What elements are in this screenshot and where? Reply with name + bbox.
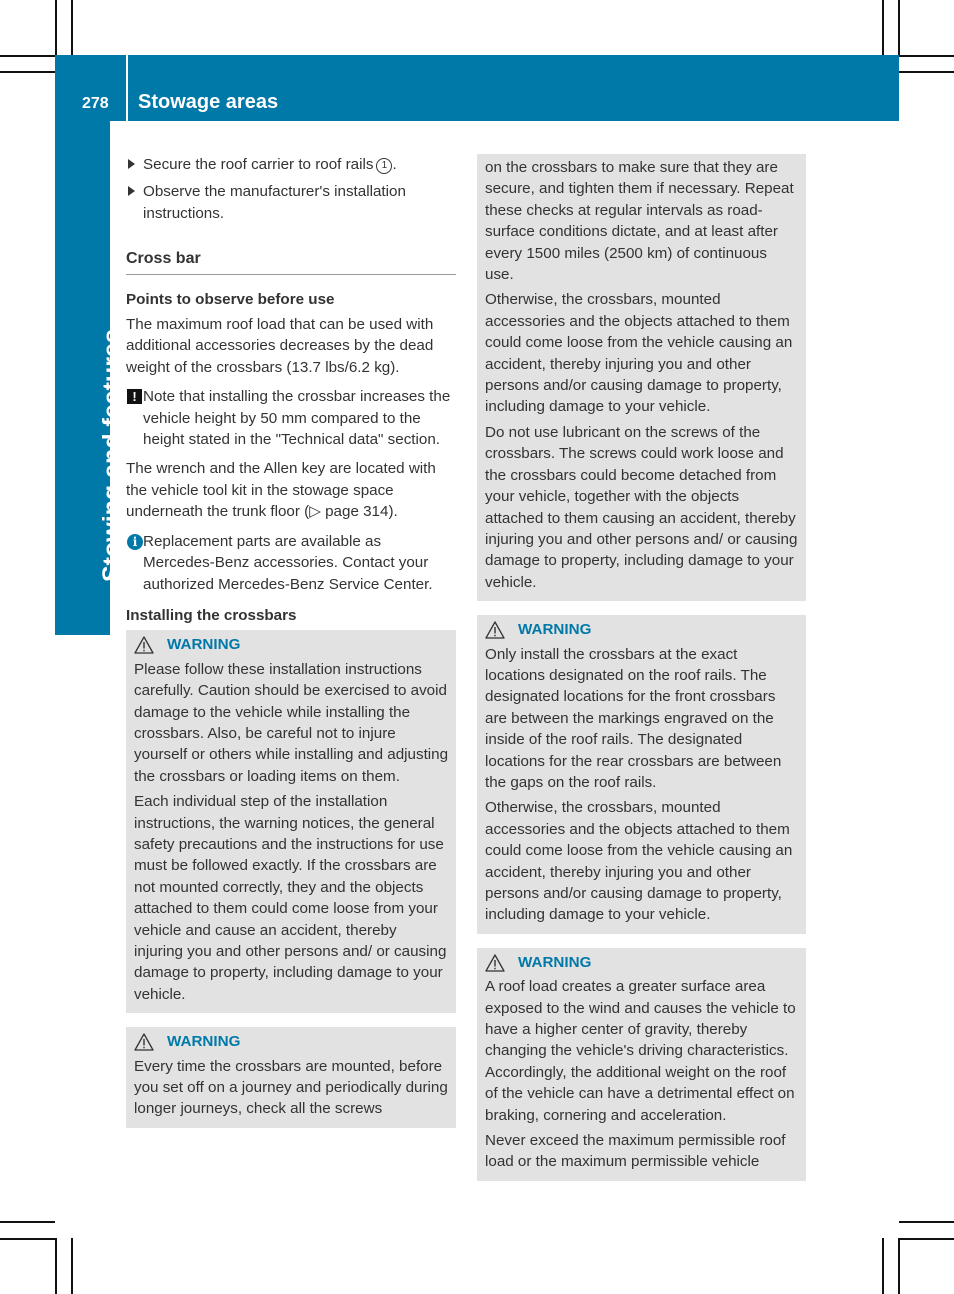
bullet-item — [126, 181, 456, 224]
crop-mark — [0, 71, 55, 73]
warning-box — [126, 630, 456, 1013]
warning-header — [134, 1031, 449, 1052]
exclamation-icon: ! — [127, 389, 142, 404]
header-divider — [126, 55, 128, 121]
warning-text: Otherwise, the crossbars, mounted accessories and the objects attached to them could come loose from the vehicle causing an accident, thereby injuring you and other persons and/or causing damage to property, including damage to your vehicle. — [485, 291, 793, 416]
bullet-item: Secure the roof carrier to roof rails 1 . — [126, 154, 456, 175]
warning-box — [126, 1027, 456, 1128]
warning-title: WARNING — [167, 1033, 241, 1051]
warning-triangle-icon — [485, 954, 505, 972]
bullet-text: Observe the manufacturer's installation instructions. — [143, 183, 406, 222]
crop-mark — [0, 55, 55, 57]
note-excl — [126, 386, 456, 450]
subheading: Installing the crossbars — [126, 606, 297, 624]
note-text: Note that installing the crossbar increases the vehicle height by 50 mm compared to the height stated in the "Technical data" section. — [143, 388, 451, 449]
crop-mark — [55, 0, 57, 55]
warning-header — [485, 619, 799, 640]
warning-title: WARNING — [518, 621, 592, 639]
warning-text: on the crossbars to make sure that they are secure, and tighten them if necessary. Repeat these checks at regular intervals as road-surface conditions dictate, and at least after every 1500 miles (2500 km) of continuous use. — [485, 159, 794, 284]
warning-text: Please follow these installation instructions carefully. Caution should be exercised to avoid damage to the vehicle while installing the crossbars. Also, be careful not to injure yourself or others while installing and adjusting the crossbars or loading items on them. — [134, 660, 449, 785]
warning-triangle-icon — [134, 1033, 154, 1051]
note-info — [126, 531, 456, 595]
warning-text: Every time the crossbars are mounted, before you set off on a journey and periodically during longer journeys, check all the screws — [134, 1057, 448, 1118]
crop-mark — [882, 1238, 884, 1294]
warning-header — [485, 952, 799, 973]
warning-text: Never exceed the maximum permissible roof load or the maximum permissible vehicle — [485, 1132, 786, 1171]
page-number: 278 — [82, 95, 109, 112]
crop-mark — [0, 1238, 55, 1240]
note-text: Replacement parts are available as Mercedes-Benz accessories. Contact your authorized Mercedes-Benz Service Center. — [143, 532, 433, 593]
warning-text: Each individual step of the installation instructions, the warning notices, the general safety precautions and the instructions for use must be followed exactly. If the crossbars are not mounted correctly, they and the objects attached to them could come loose from your vehicle and cause an accident, thereby injuring you and other persons and/ or causing damage to property, including damage to your vehicle. — [134, 793, 447, 1003]
warning-box — [477, 948, 806, 1181]
page-title: Stowage areas — [138, 91, 279, 113]
crop-mark — [71, 1238, 73, 1294]
paragraph: The maximum roof load that can be used with additional accessories decreases by the dead weight of the crossbars (13.7 lbs/6.2 kg). — [126, 316, 434, 376]
warning-text: Do not use lubricant on the screws of the crossbars. The screws could work loose and the crossbars could become detached from your vehicle, together with the objects attached to them causing an accident, thereby injuring you and other persons and/ or causing damage to property, including damage to your vehicle. — [485, 423, 798, 591]
subheading: Points to observe before use — [126, 290, 335, 308]
crop-mark — [899, 1221, 954, 1223]
warning-header — [134, 634, 449, 655]
warning-box — [477, 615, 806, 934]
left-column — [126, 154, 456, 1142]
crop-mark — [899, 71, 954, 73]
crop-mark — [882, 0, 884, 55]
warning-text: A roof load creates a greater surface area exposed to the wind and causes the vehicle to have a higher center of gravity, thereby changing the vehicle's driving characteristics. Accordingly, the additional weight on the roof of the vehicle can have a detrimental effect on braking, cornering and acceleration. — [485, 978, 796, 1124]
crop-mark — [55, 1238, 57, 1294]
section-title: Cross bar — [126, 248, 456, 274]
warning-text: Only install the crossbars at the exact locations designated on the roof rails. The designated locations for the front crossbars are between the markings engraved on the inside of the roof rails. The designated locations for the rear crossbars are between the gaps on the roof rails. — [485, 645, 782, 791]
crop-mark — [0, 1221, 55, 1223]
warning-box-continued — [477, 154, 806, 601]
paragraph: The wrench and the Allen key are located with the vehicle tool kit in the stowage space underneath the trunk floor (▷ page 314). — [126, 460, 436, 521]
warning-title: WARNING — [167, 636, 241, 654]
warning-triangle-icon — [485, 621, 505, 639]
warning-title: WARNING — [518, 953, 592, 971]
crop-mark — [898, 1238, 900, 1294]
crop-mark — [899, 55, 954, 57]
right-column — [477, 154, 806, 1195]
crop-mark — [71, 0, 73, 55]
crop-mark — [899, 1238, 954, 1240]
warning-text: Otherwise, the crossbars, mounted accessories and the objects attached to them could come loose from the vehicle causing an accident, thereby injuring you and other persons and/or causing damage to property, including damage to your vehicle. — [485, 799, 793, 924]
callout-number: 1 — [376, 158, 392, 174]
warning-triangle-icon — [134, 636, 154, 654]
info-icon: i — [127, 534, 143, 550]
side-tab-label: Stowing and features — [98, 329, 126, 582]
crop-mark — [898, 0, 900, 55]
bullet-text: Secure the roof carrier to roof rails — [143, 156, 374, 173]
